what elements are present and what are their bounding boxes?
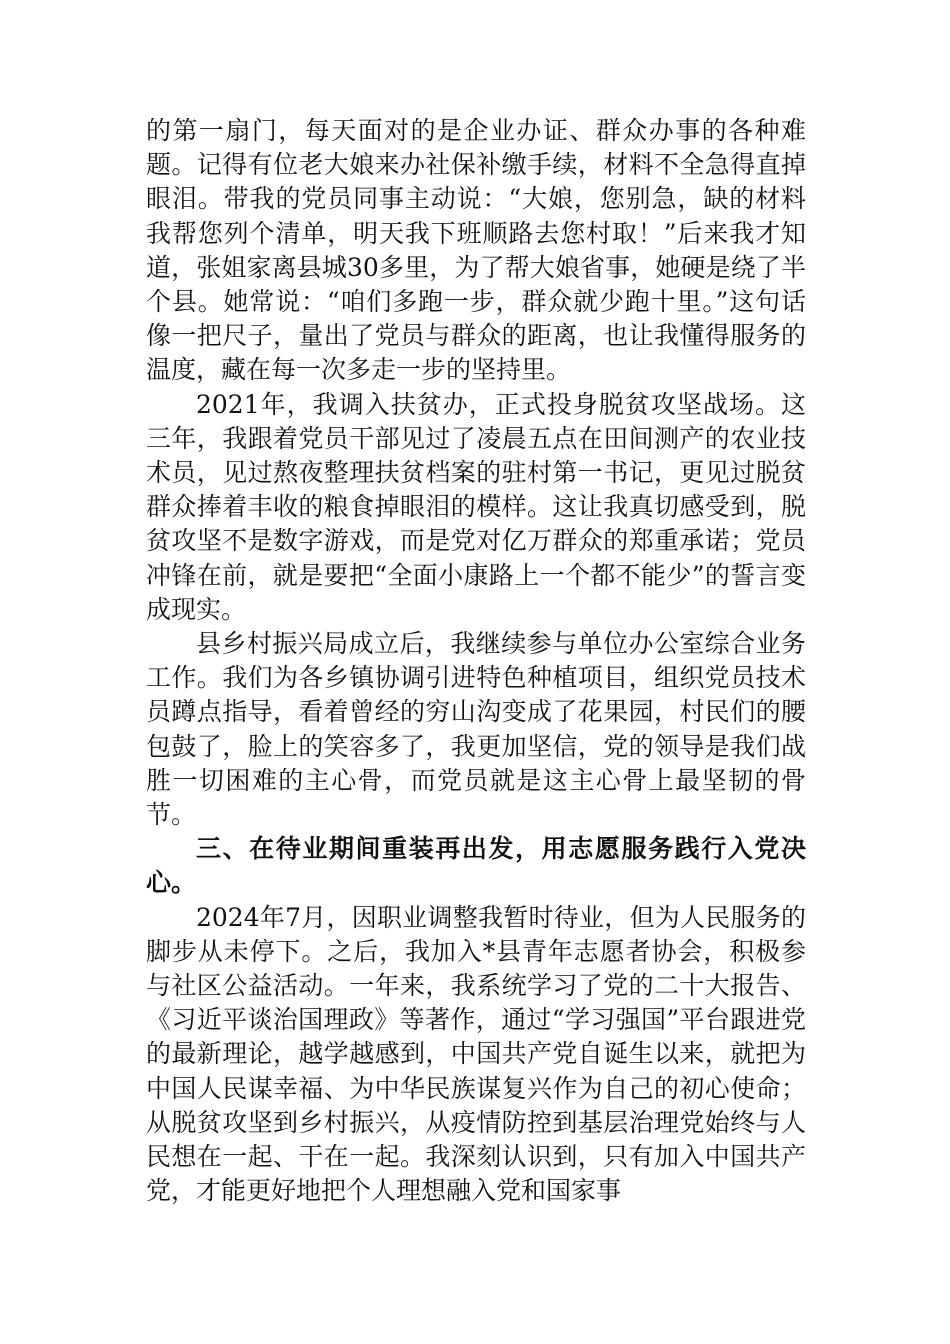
paragraph-volunteer-service: 2024年7月，因职业调整我暂时待业，但为人民服务的脚步从未停下。之后，我加入*县青年志愿者协会，积极参与社区公益活动。一年来，我系统学习了党的二十大报告、《习近平谈治国理政》等著作，通过“学习强国”平台跟进党的最新理论，越学越感到，中国共产党自诞生以来，就把为中国人民谋幸福、为中华民族谋复兴作为自己的初心使命；从脱贫攻坚到乡村振兴，从疫情防控到基层治理党始终与人民想在一起、干在一起。我深刻认识到，只有加入中国共产党，才能更好地把个人理想融入党和国家事 xyxy=(146,902,806,1206)
paragraph-rural-revitalization: 县乡村振兴局成立后，我继续参与单位办公室综合业务工作。我们为各乡镇协调引进特色种植项目，组织党员技术员蹲点指导，看着曾经的穷山沟变成了花果园，村民们的腰包鼓了，脸上的笑容多了，我更加坚信，党的领导是我们战胜一切困难的主心骨，而党员就是这主心骨上最坚韧的骨节。 xyxy=(146,629,806,830)
document-page xyxy=(146,114,806,1209)
section-heading-three: 三、在待业期间重装再出发，用志愿服务践行入党决心。 xyxy=(146,834,806,898)
paragraph-poverty-alleviation: 2021年，我调入扶贫办，正式投身脱贫攻坚战场。这三年，我跟着党员干部见过了凌晨五点在田间测产的农业技术员，见过熬夜整理扶贫档案的驻村第一书记，更见过脱贫群众捧着丰收的粮食掉眼泪的模样。这让我真切感受到，脱贫攻坚不是数字游戏，而是党对亿万群众的郑重承诺；党员冲锋在前，就是要把“全面小康路上一个都不能少”的誓言变成现实。 xyxy=(146,389,806,624)
paragraph-service-warmth: 的第一扇门，每天面对的是企业办证、群众办事的各种难题。记得有位老大娘来办社保补缴手续，材料不全急得直掉眼泪。带我的党员同事主动说：“大娘，您别急，缺的材料我帮您列个清单，明天我下班顺路去您村取！”后来我才知道，张姐家离县城30多里，为了帮大娘省事，她硬是绕了半个县。她常说：“咱们多跑一步，群众就少跑十里。”这句话像一把尺子，量出了党员与群众的距离，也让我懂得服务的温度，藏在每一次多走一步的坚持里。 xyxy=(146,116,806,385)
